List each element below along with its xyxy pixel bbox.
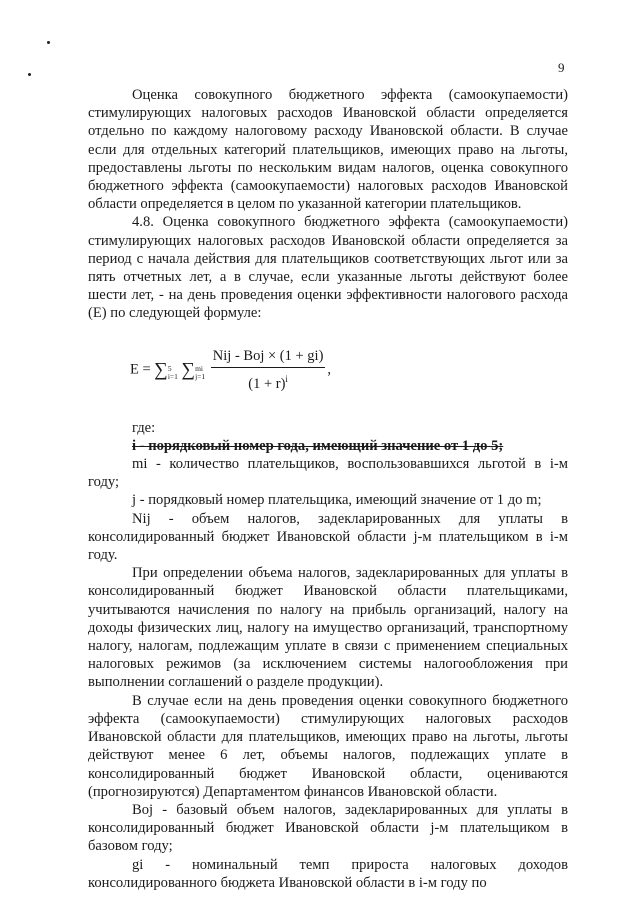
sum-sign-outer: ∑ [154,359,168,381]
sum-outer-upper: 5 [167,364,172,374]
sum-sign-inner: ∑ [181,359,196,381]
scan-speck [28,73,31,76]
formula-denominator: $(1 + r)^i$ [248,373,288,392]
formula-fraction [211,347,326,393]
definition-mi: mi - количество плательщиков, воспользовавшихся льготой в i-м году; [88,456,568,491]
paragraph-4-8: 4.8. Оценка совокупного бюджетного эффекта (самоокупаемости) стимулирующих налоговых расходов Ивановской области определяется за период с начала действия для плательщиков соответствующих льгот или за пять отчетных лет, а в случае, если указанные льготы действуют более шести лет, - на день проведения оценки эффективности налогового расхода (E) по следующей формуле: [88,214,568,322]
definition-j: j - порядковый номер плательщика, имеющий значение от 1 до m; [132,492,542,509]
paragraph-tax-accruals: При определении объема налогов, задекларированных для уплаты в консолидированный бюджет Ивановской области плательщиками, учитываются начисления по налогу на прибыль организаций, налогу на доходы физических лиц, налогу на имущество организаций, транспортному налогу, налогам, подлежащим уплате в связи с применением специальных налоговых режимов (за исключением системы налогообложения при выполнении соглашений о разделе продукции). [88,565,568,691]
definition-boj: Boj - базовый объем налогов, задекларированных для уплаты в консолидированный бюджет Ивановской области j-м плательщиком в базовом году; [88,801,568,855]
formula-expression [130,347,331,393]
where-label: где: [132,419,156,436]
formula [88,333,568,409]
formula-trailing-comma: , [327,361,332,378]
definition-gi: gi - номинальный темп прироста налоговых доходов консолидированного бюджета Ивановской области в i-м году по [88,856,568,891]
document-body [88,86,568,892]
formula-denominator-exponent: i [285,373,288,384]
definition-i: i - порядковый номер года, имеющий значение от 1 до 5; [132,437,504,454]
paragraph-self-sufficiency-scope: Оценка совокупного бюджетного эффекта (самоокупаемости) стимулирующих налоговых расходов Ивановской области определяется отдельно по каждому налоговому расходу Ивановской области. В случае если для отдельных категорий плательщиков, имеющих право на льготы, предоставлены льготы по нескольким видам налогов, оценка совокупного бюджетного эффекта (самоокупаемости) налоговых расходов Ивановской области определяется в целом по указанной категории плательщиков. [88,87,568,213]
page-number: 9 [558,60,565,75]
formula-lhs: E = [130,361,151,378]
sum-outer-lower: i=1 [167,372,178,382]
sum-inner-lower: j=1 [195,372,206,382]
paragraph-less-than-6-years: В случае если на день проведения оценки совокупного бюджетного эффекта (самоокупаемости) стимулирующих налоговых расходов Ивановской области для плательщиков, имеющих право на льготы, льготы действуют менее 6 лет, объемы налогов, подлежащих уплате в консолидированный бюджет Ивановской области, оцениваются (прогнозируются) Департаментом финансов Ивановской области. [88,692,568,800]
sum-inner-upper: mi [195,364,204,374]
formula-numerator: Nij - Boj × (1 + gi) [211,347,326,368]
definition-nij: Nij - объем налогов, задекларированных для уплаты в консолидированный бюджет Ивановской области j-м плательщиком в i-м году. [88,510,568,564]
scan-speck [47,41,50,44]
